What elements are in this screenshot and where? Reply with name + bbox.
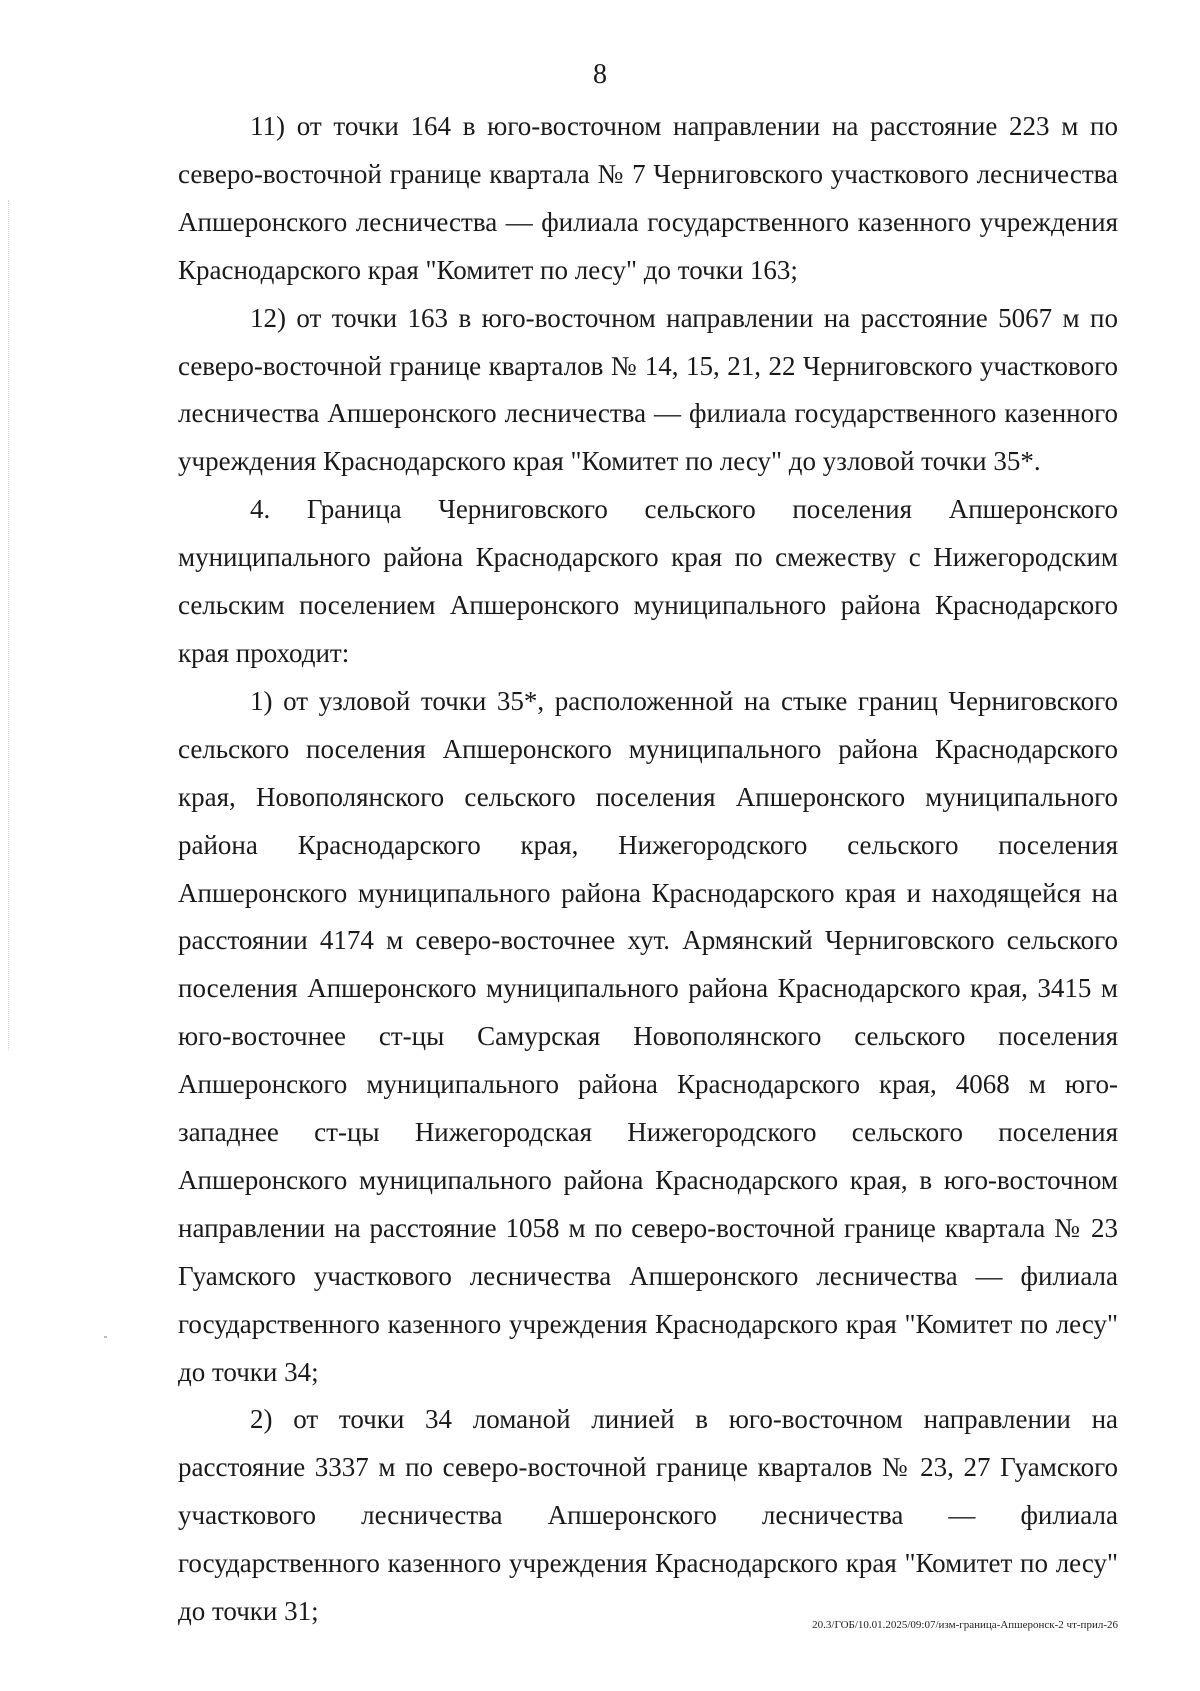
scan-speck	[104, 1336, 107, 1338]
paragraph-item-2: 2) от точки 34 ломаной линией в юго-восточном направлении на расстояние 3337 м по северо-восточной границе кварталов № 23, 27 Гуамского участкового лесничества Апшеронского лесничества — филиала государственного казенного учреждения Краснодарского края "Комитет по лесу" до точки 31;	[178, 1404, 1118, 1627]
document-body	[178, 103, 1118, 1636]
section-4-heading-paragraph: 4. Граница Черниговского сельского поселения Апшеронского муниципального района Краснодарского края по смежеству с Нижегородским сельским поселением Апшеронского муниципального района Краснодарского края проходит:	[178, 494, 1118, 668]
scan-margin-artifact	[8, 200, 11, 1050]
paragraph-item-11: 11) от точки 164 в юго-восточном направлении на расстояние 223 м по северо-восточной границе квартала № 7 Черниговского участкового лесничества Апшеронского лесничества — филиала государственного казенного учреждения Краснодарского края "Комитет по лесу" до точки 163;	[178, 111, 1118, 285]
paragraph-item-1: 1) от узловой точки 35*, расположенной на стыке границ Черниговского сельского поселения Апшеронского муниципального района Краснодарского края, Новополянского сельского поселения Апшеронского муниципального района Краснодарского края, Нижегородского сельского поселения Апшеронского муниципального района Краснодарского края и находящейся на расстоянии 4174 м северо-восточнее хут. Армянский Черниговского сельского поселения Апшеронского муниципального района Краснодарского края, 3415 м юго-восточнее ст-цы Самурская Новополянского сельского поселения Апшеронского муниципального района Краснодарского края, 4068 м юго-западнее ст-цы Нижегородская Нижегородского сельского поселения Апшеронского муниципального района Краснодарского края, в юго-восточном направлении на расстояние 1058 м по северо-восточной границе квартала № 23 Гуамского участкового лесничества Апшеронского лесничества — филиала государственного казенного учреждения Краснодарского края "Комитет по лесу" до точки 34;	[178, 685, 1118, 1387]
page-number: 8	[593, 59, 607, 90]
document-footer-code: 20.3/ГОБ/10.01.2025/09:07/изм-граница-Апшеронск-2 чт-прил-26	[812, 1619, 1118, 1631]
paragraph-item-12: 12) от точки 163 в юго-восточном направлении на расстояние 5067 м по северо-восточной границе кварталов № 14, 15, 21, 22 Черниговского участкового лесничества Апшеронского лесничества — филиала государственного казенного учреждения Краснодарского края "Комитет по лесу" до узловой точки 35*.	[178, 302, 1118, 477]
